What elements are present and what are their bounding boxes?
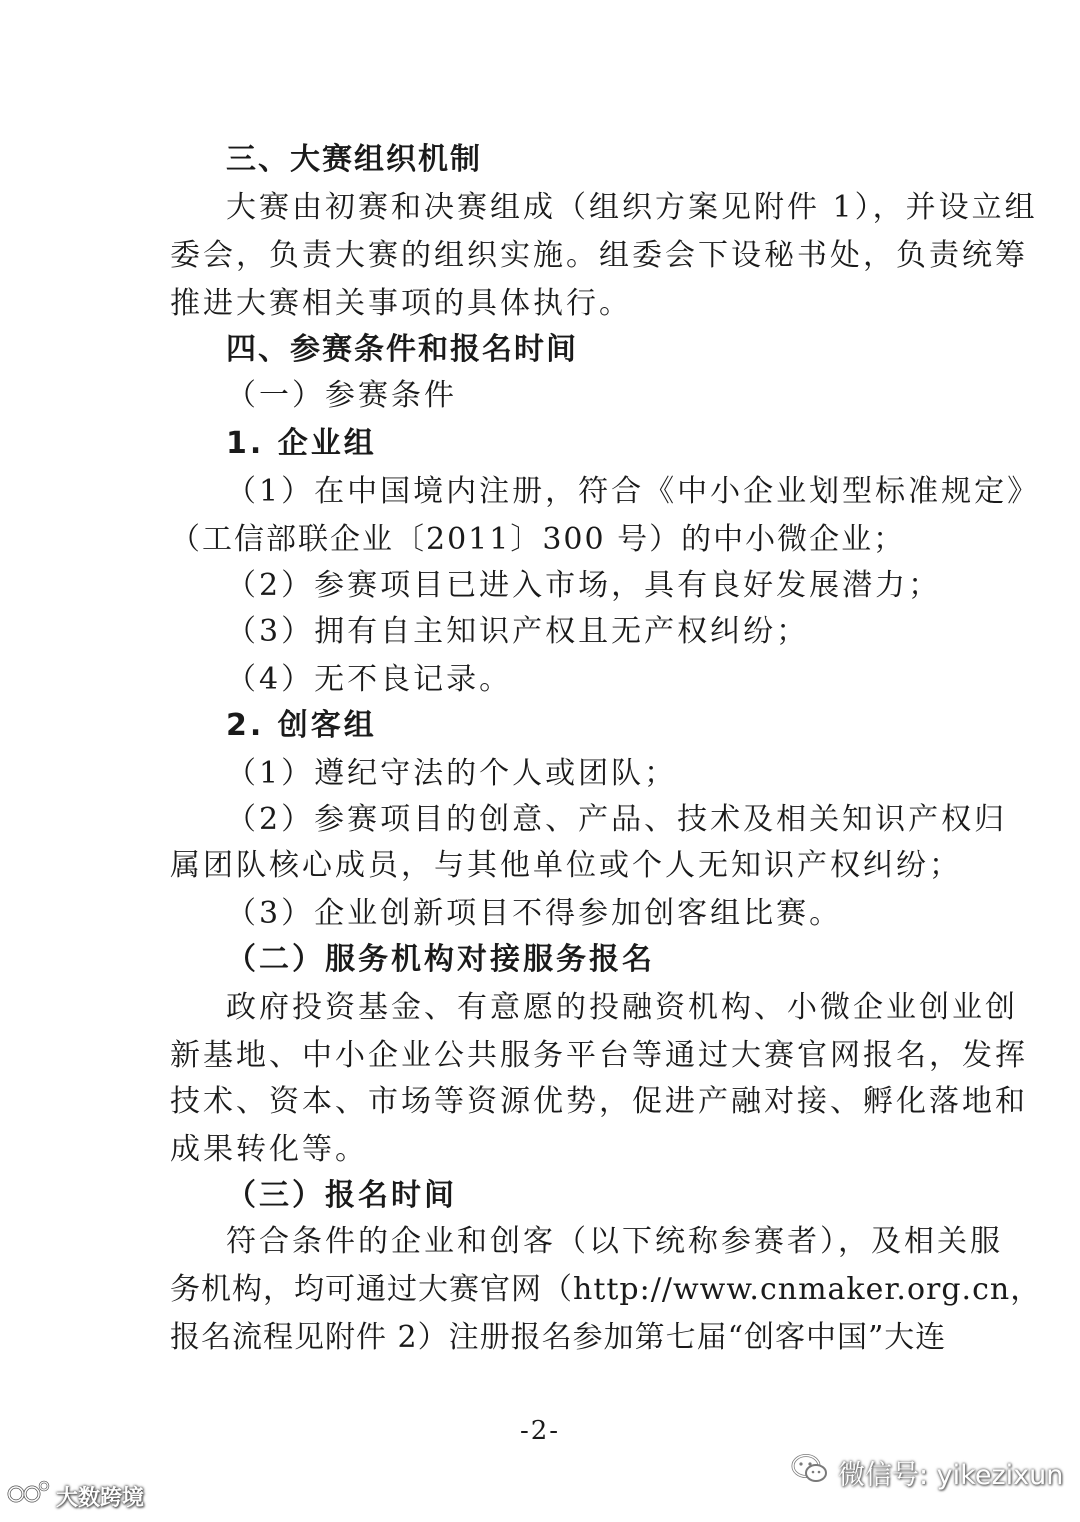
paragraph-line: 符合条件的企业和创客（以下统称参赛者），及相关服 (226, 1224, 1003, 1259)
paragraph-line: 委会，负责大赛的组织实施。组委会下设秘书处，负责统筹 (170, 238, 1028, 273)
paragraph-line: 成果转化等。 (170, 1132, 368, 1167)
list-item: （1）遵纪守法的个人或团队； (226, 756, 678, 791)
group-heading: 1. 企业组 (226, 426, 377, 461)
brand-text: 大数跨境 (56, 1485, 145, 1511)
wechat-icon (790, 1452, 830, 1493)
list-item-line: （工信部联企业〔2011〕300 号）的中小微企业； (170, 522, 906, 557)
brand-watermark (6, 1476, 144, 1516)
list-item: （2）参赛项目已进入市场，具有良好发展潜力； (226, 568, 942, 603)
list-item-line: （1）在中国境内注册，符合《中小企业划型标准规定》 (226, 474, 1041, 509)
paragraph-line: 推进大赛相关事项的具体执行。 (170, 286, 632, 321)
list-item-line: （2）参赛项目的创意、产品、技术及相关知识产权归 (226, 802, 1008, 837)
paragraph-line: 大赛由初赛和决赛组成（组织方案见附件 1），并设立组 (226, 190, 1038, 225)
wechat-id-text: 微信号: yikezixun (838, 1459, 1064, 1491)
list-item: （3）拥有自主知识产权且无产权纠纷； (226, 614, 810, 649)
paragraph-line: 务机构，均可通过大赛官网（http://www.cnmaker.org.cn， (170, 1272, 1042, 1307)
page-number: -2- (519, 1416, 561, 1446)
section-heading: 四、参赛条件和报名时间 (226, 332, 578, 367)
list-item-line: 属团队核心成员，与其他单位或个人无知识产权纠纷； (170, 848, 962, 883)
paragraph-line: 技术、资本、市场等资源优势，促进产融对接、孵化落地和 (170, 1084, 1028, 1119)
list-item: （3）企业创新项目不得参加创客组比赛。 (226, 896, 843, 931)
paragraph-line: 政府投资基金、有意愿的投融资机构、小微企业创业创 (226, 990, 1018, 1025)
group-heading: 2. 创客组 (226, 708, 377, 743)
section-heading: 三、大赛组织机制 (226, 142, 482, 177)
sub-heading: （一）参赛条件 (226, 378, 457, 413)
logo-icon (6, 1478, 50, 1514)
sub-heading: （三）报名时间 (226, 1178, 457, 1213)
list-item: （4）无不良记录。 (226, 662, 513, 697)
paragraph-line: 新基地、中小企业公共服务平台等通过大赛官网报名，发挥 (170, 1038, 1028, 1073)
sub-heading: （二）服务机构对接服务报名 (226, 942, 655, 977)
paragraph-line: 报名流程见附件 2）注册报名参加第七届“创客中国”大连 (170, 1320, 947, 1355)
wechat-watermark (790, 1452, 1063, 1492)
